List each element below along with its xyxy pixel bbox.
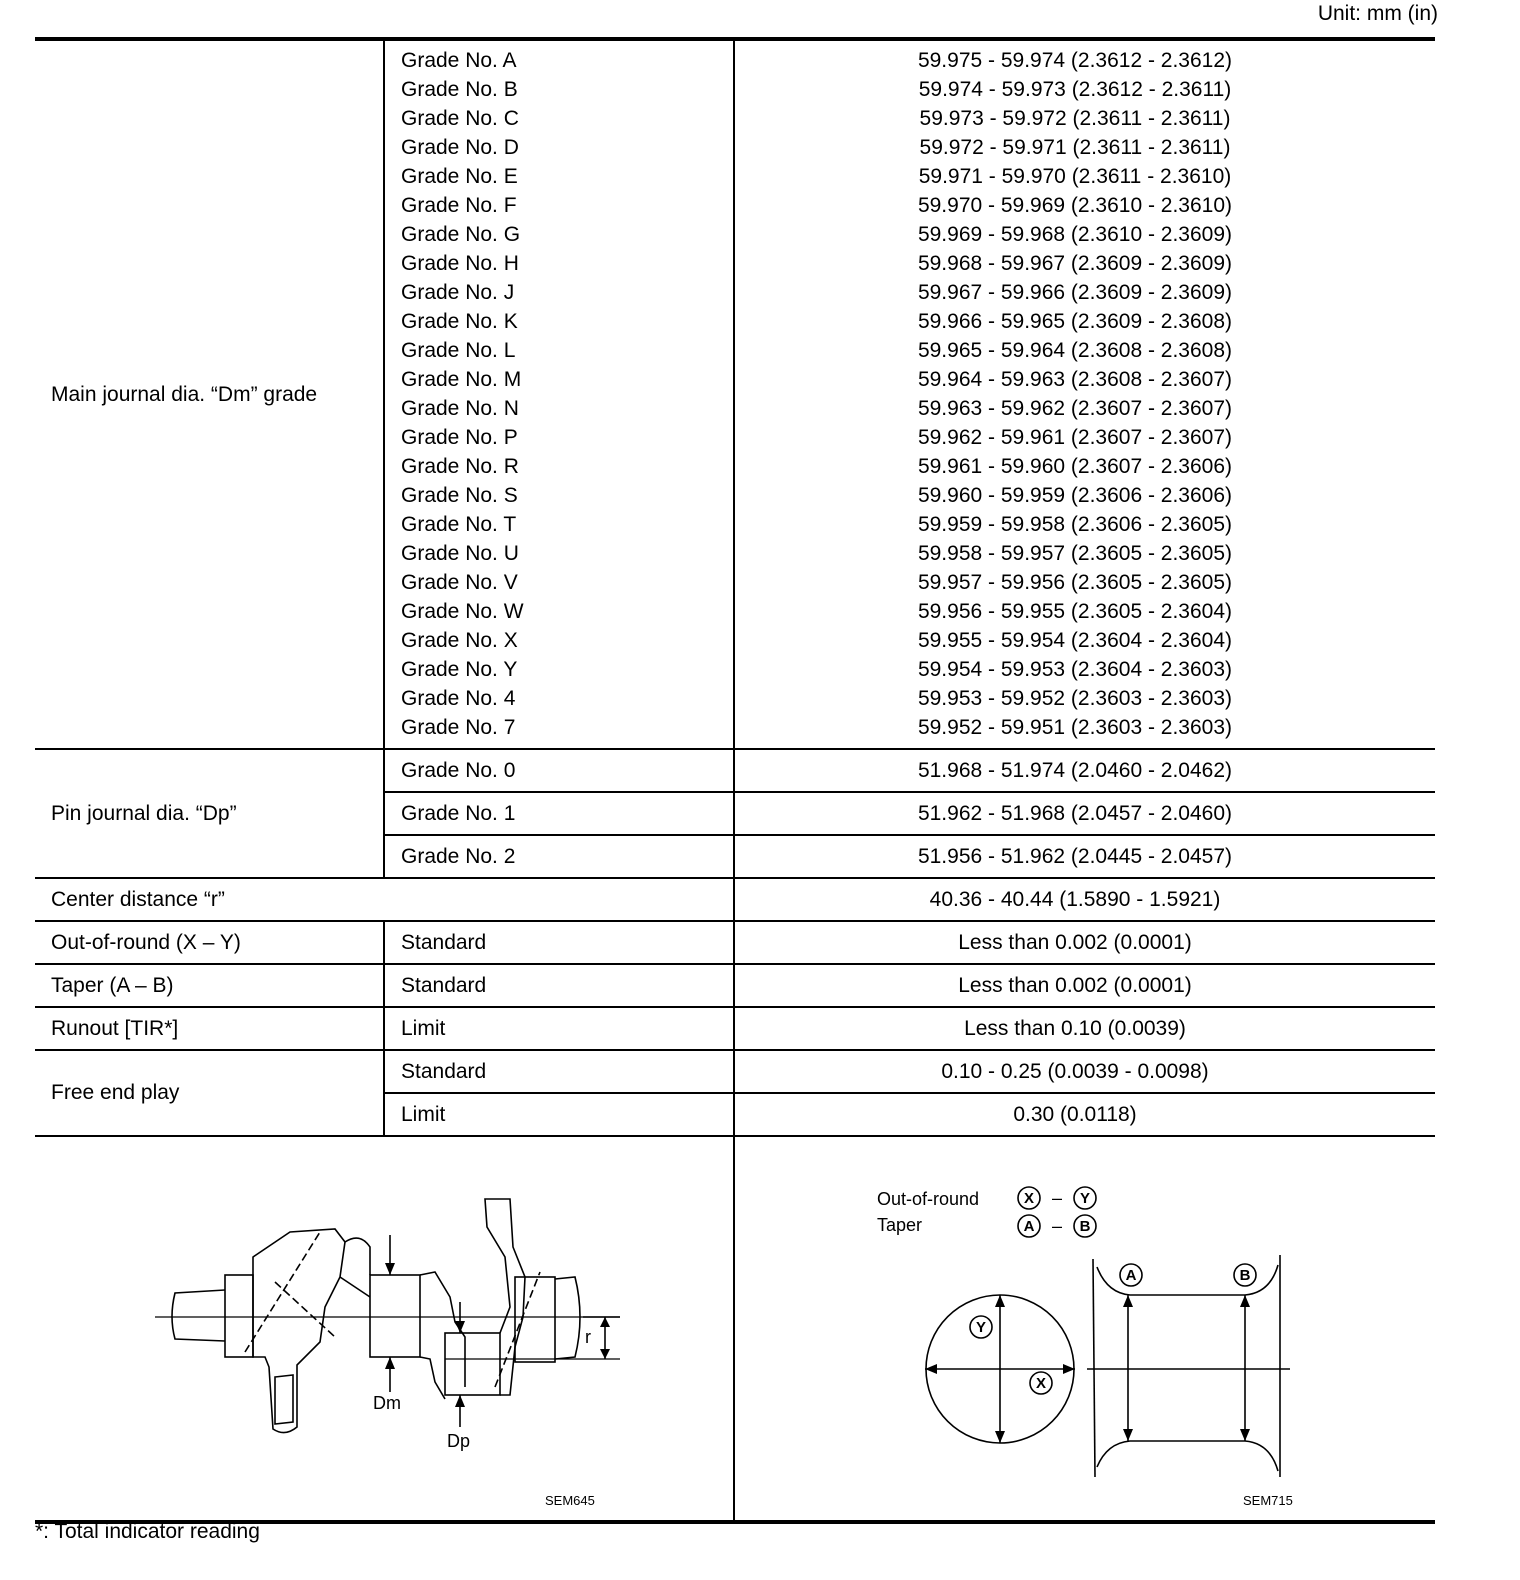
main-grade-value: 59.971 - 59.970 (2.3611 - 2.3610) (918, 165, 1232, 188)
pin-grade-value: 51.962 - 51.968 (2.0457 - 2.0460) (917, 801, 1233, 825)
free-end-play-limit-row (385, 1094, 1435, 1135)
main-grade-label: Grade No. F (401, 194, 517, 217)
pin-grade-row (385, 793, 1435, 836)
main-grade-label: Grade No. 7 (401, 716, 516, 739)
pin-journal-label: Pin journal dia. “Dp” (35, 750, 385, 877)
pin-grade-label: Grade No. 2 (385, 836, 735, 877)
crankshaft-figure (35, 1137, 735, 1520)
out-of-round-type: Standard (385, 922, 735, 963)
runout-label: Runout [TIR*] (35, 1008, 385, 1049)
main-grade-label: Grade No. D (401, 136, 519, 159)
main-grade-label: Grade No. R (401, 455, 519, 478)
legend-out-of-round: Out-of-round (877, 1189, 980, 1209)
pin-grade-label: Grade No. 0 (385, 750, 735, 791)
main-grade-label: Grade No. V (401, 571, 518, 594)
main-grade-label: Grade No. U (401, 542, 519, 565)
main-grade-label: Grade No. T (401, 513, 517, 536)
out-of-round-row (35, 922, 1435, 965)
figures-row (35, 1137, 1435, 1520)
main-grade-label: Grade No. M (401, 368, 522, 391)
crankshaft-diagram (35, 1137, 733, 1520)
main-grade-label: Grade No. N (401, 397, 519, 420)
main-grade-value: 59.952 - 59.951 (2.3603 - 2.3603) (917, 716, 1233, 739)
free-end-play-standard-row (385, 1051, 1435, 1094)
pin-journal-row (35, 750, 1435, 879)
main-grade-value: 59.968 - 59.967 (2.3609 - 2.3609) (917, 252, 1233, 275)
r-label: r (585, 1327, 591, 1347)
main-grade-value: 59.975 - 59.974 (2.3612 - 2.3612) (917, 49, 1233, 72)
main-grade-value: 59.954 - 59.953 (2.3604 - 2.3603) (917, 658, 1233, 681)
unit-label: Unit: mm (in) (1317, 2, 1438, 25)
legend-dash-1: – (1051, 1188, 1063, 1208)
figure-code-left: SEM645 (545, 1493, 595, 1508)
pin-grade-row (385, 750, 1435, 793)
main-grade-value: 59.967 - 59.966 (2.3609 - 2.3609) (917, 281, 1233, 304)
main-grade-label: Grade No. P (401, 426, 518, 449)
pin-journal-grades (385, 750, 1435, 877)
main-grade-value: 59.960 - 59.959 (2.3606 - 2.3606) (917, 484, 1233, 507)
taper-label: Taper (A – B) (35, 965, 385, 1006)
main-grade-value: 59.974 - 59.973 (2.3612 - 2.3611) (918, 78, 1232, 101)
pin-grade-value: 51.968 - 51.974 (2.0460 - 2.0462) (917, 758, 1233, 782)
main-grade-value: 59.961 - 59.960 (2.3607 - 2.3606) (917, 455, 1233, 478)
figure-code-right: SEM715 (1243, 1493, 1293, 1508)
center-distance-row (35, 879, 1435, 922)
main-grade-value: 59.973 - 59.972 (2.3611 - 2.3611) (919, 107, 1231, 130)
dm-label: Dm (373, 1393, 401, 1413)
main-grade-label: Grade No. G (401, 223, 521, 246)
main-grade-label: Grade No. E (401, 165, 518, 188)
pin-grade-value: 51.956 - 51.962 (2.0445 - 2.0457) (917, 844, 1233, 868)
main-grade-label: Grade No. J (401, 281, 515, 304)
main-grade-value: 59.955 - 59.954 (2.3604 - 2.3604) (917, 629, 1233, 652)
free-end-play-row (35, 1051, 1435, 1137)
mark-y: Y (1079, 1190, 1091, 1207)
free-end-play-standard-label: Standard (385, 1051, 735, 1092)
mark-x: X (1023, 1190, 1035, 1207)
main-grade-label: Grade No. B (401, 78, 518, 101)
main-journal-row (35, 41, 1435, 750)
crankshaft-spec-table (35, 37, 1435, 1524)
legend-dash-2: – (1051, 1216, 1063, 1236)
center-distance-value: 40.36 - 40.44 (1.5890 - 1.5921) (929, 887, 1221, 911)
main-grade-label: Grade No. W (401, 600, 524, 623)
main-grade-label: Grade No. K (401, 310, 518, 333)
out-of-round-value: Less than 0.002 (0.0001) (958, 930, 1192, 954)
runout-row (35, 1008, 1435, 1051)
main-grade-value: 59.970 - 59.969 (2.3610 - 2.3610) (917, 194, 1233, 217)
free-end-play-label: Free end play (35, 1051, 385, 1135)
out-of-round-taper-diagram (735, 1137, 1433, 1520)
main-grade-value: 59.966 - 59.965 (2.3609 - 2.3608) (917, 310, 1233, 333)
main-grade-label: Grade No. X (401, 629, 518, 652)
runout-type: Limit (385, 1008, 735, 1049)
free-end-play-limit-value: 0.30 (0.0118) (1013, 1102, 1137, 1126)
main-grade-value: 59.972 - 59.971 (2.3611 - 2.3611) (919, 136, 1231, 159)
taper-row (35, 965, 1435, 1008)
mark-b: B (1079, 1218, 1091, 1235)
main-grade-label: Grade No. 4 (401, 687, 516, 710)
main-grade-value: 59.962 - 59.961 (2.3607 - 2.3607) (917, 426, 1233, 449)
circle-mark-x: X (1035, 1375, 1047, 1392)
main-grade-value: 59.959 - 59.958 (2.3606 - 2.3605) (917, 513, 1233, 536)
main-journal-value-list (735, 41, 1435, 748)
main-grade-label: Grade No. Y (401, 658, 518, 681)
taper-mark-a: A (1125, 1267, 1137, 1284)
main-journal-label: Main journal dia. “Dm” grade (35, 41, 385, 748)
taper-value: Less than 0.002 (0.0001) (958, 973, 1192, 997)
main-journal-grade-list (385, 41, 735, 748)
out-of-round-taper-figure (735, 1137, 1435, 1520)
dp-label: Dp (447, 1431, 471, 1451)
free-end-play-standard-value: 0.10 - 0.25 (0.0039 - 0.0098) (941, 1059, 1209, 1083)
free-end-play-limit-label: Limit (385, 1094, 735, 1135)
runout-value: Less than 0.10 (0.0039) (964, 1016, 1186, 1040)
footnote: *: Total indicator reading (35, 1520, 260, 1543)
out-of-round-label: Out-of-round (X – Y) (35, 922, 385, 963)
mark-a: A (1023, 1218, 1035, 1235)
main-grade-value: 59.964 - 59.963 (2.3608 - 2.3607) (917, 368, 1233, 391)
circle-mark-y: Y (975, 1319, 987, 1336)
main-grade-value: 59.958 - 59.957 (2.3605 - 2.3605) (917, 542, 1233, 565)
main-grade-value: 59.969 - 59.968 (2.3610 - 2.3609) (917, 223, 1233, 246)
main-grade-value: 59.965 - 59.964 (2.3608 - 2.3608) (917, 339, 1233, 362)
main-grade-label: Grade No. C (401, 107, 519, 130)
taper-type: Standard (385, 965, 735, 1006)
main-grade-value: 59.956 - 59.955 (2.3605 - 2.3604) (917, 600, 1233, 623)
pin-grade-row (385, 836, 1435, 877)
main-grade-label: Grade No. H (401, 252, 519, 275)
main-grade-value: 59.953 - 59.952 (2.3603 - 2.3603) (917, 687, 1233, 710)
main-grade-label: Grade No. A (401, 49, 517, 72)
pin-grade-label: Grade No. 1 (385, 793, 735, 834)
main-grade-value: 59.957 - 59.956 (2.3605 - 2.3605) (917, 571, 1233, 594)
free-end-play-values (385, 1051, 1435, 1135)
main-grade-value: 59.963 - 59.962 (2.3607 - 2.3607) (917, 397, 1233, 420)
main-grade-label: Grade No. L (401, 339, 516, 362)
center-distance-label: Center distance “r” (35, 879, 735, 920)
legend-taper: Taper (877, 1215, 923, 1235)
taper-mark-b: B (1239, 1267, 1251, 1284)
main-grade-label: Grade No. S (401, 484, 518, 507)
